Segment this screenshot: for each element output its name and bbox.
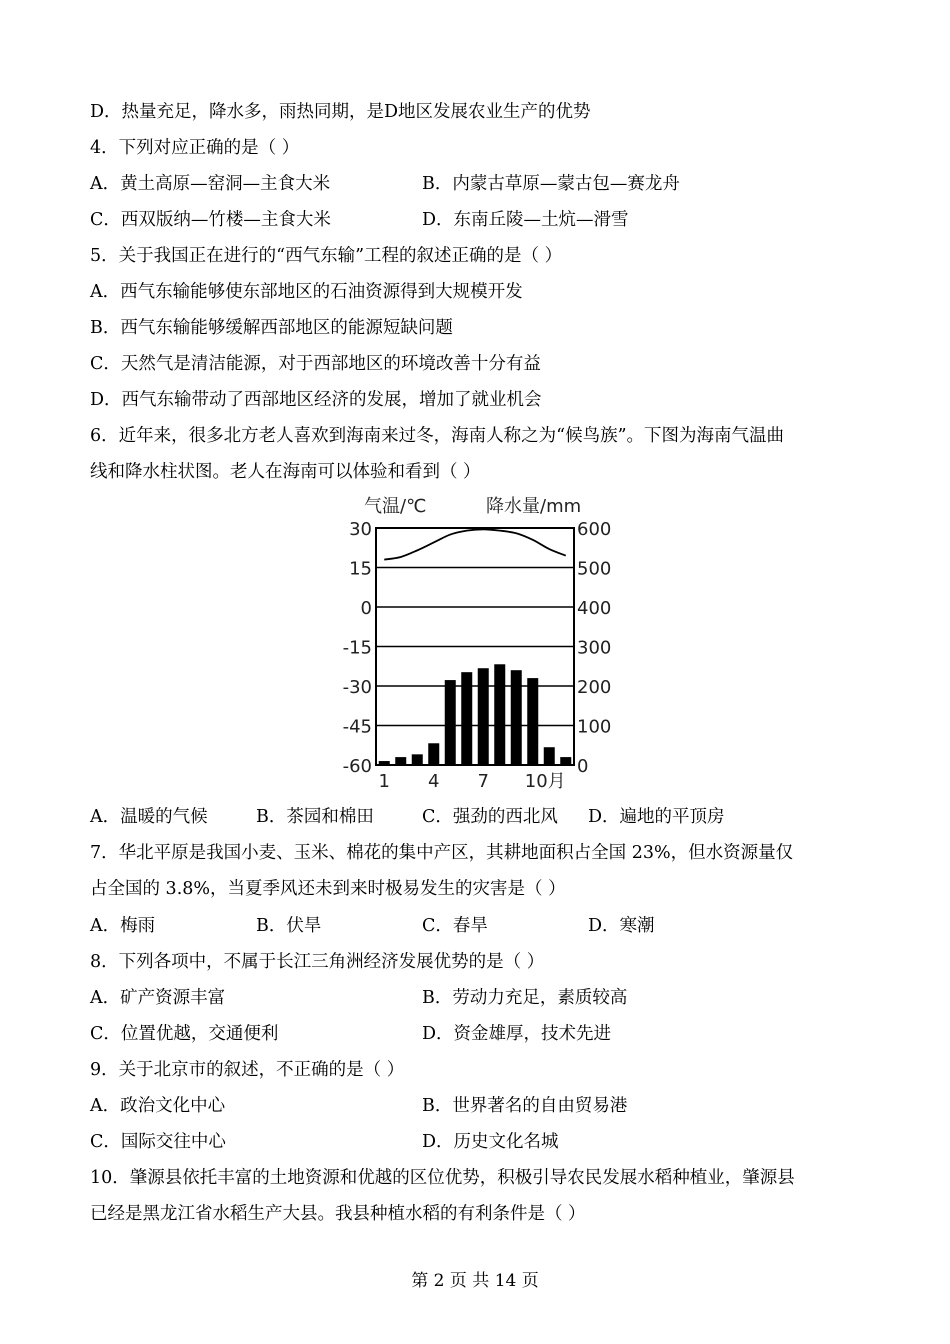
question-10-line2: 已经是黑龙江省水稻生产大县。我县种植水稻的有利条件是（ ） (90, 1204, 586, 1224)
option-6b: B．茶园和棉田 (256, 807, 374, 827)
option-8a: A．矿产资源丰富 (90, 988, 226, 1008)
question-9: 9．关于北京市的叙述，不正确的是（ ） (90, 1060, 405, 1080)
question-7-line1: 7．华北平原是我国小麦、玉米、棉花的集中产区，其耕地面积占全国 23%，但水资源量仅 (90, 843, 794, 863)
precipitation-bar (544, 747, 555, 765)
right-axis-label: 降水量/mm (486, 496, 582, 517)
option-8b: B．劳动力充足，素质较高 (422, 988, 628, 1008)
option-5d: D．西气东输带动了西部地区经济的发展，增加了就业机会 (90, 390, 542, 410)
left-tick-label: 30 (349, 519, 372, 540)
page-footer: 第 2 页 共 14 页 (411, 1271, 539, 1291)
left-tick-label: -60 (342, 756, 372, 777)
option-5b: B．西气东输能够缓解西部地区的能源短缺问题 (90, 318, 453, 338)
option-9b: B．世界著名的自由贸易港 (422, 1096, 628, 1116)
precipitation-bar (395, 757, 406, 765)
option-5c: C．天然气是清洁能源，对于西部地区的环境改善十分有益 (90, 354, 541, 374)
option-8d: D．资金雄厚，技术先进 (422, 1024, 612, 1044)
precipitation-bar (527, 678, 538, 765)
option-4b: B．内蒙古草原—蒙古包—赛龙舟 (422, 174, 680, 194)
right-tick-label: 400 (577, 598, 612, 619)
left-tick-label: 15 (349, 558, 372, 580)
option-7c: C．春旱 (422, 916, 488, 936)
left-tick-label: -30 (342, 677, 372, 698)
option-9a: A．政治文化中心 (90, 1096, 226, 1116)
question-5: 5．关于我国正在进行的“西气东输”工程的叙述正确的是（ ） (90, 246, 563, 266)
precipitation-bar (494, 664, 505, 765)
right-tick-label: 600 (577, 519, 612, 540)
left-tick-label: 0 (360, 598, 372, 619)
precipitation-bar (428, 743, 439, 765)
x-tick-label: 1 (378, 771, 390, 792)
option-7a: A．梅雨 (90, 916, 156, 936)
right-tick-label: 200 (577, 677, 612, 698)
right-tick-label: 100 (577, 716, 612, 738)
question-10-line1: 10．肇源县依托丰富的土地资源和优越的区位优势，积极引导农民发展水稻种植业，肇源县 (90, 1168, 795, 1188)
right-tick-label: 300 (577, 637, 612, 659)
precipitation-bar (461, 672, 472, 765)
option-4c: C．西双版纳—竹楼—主食大米 (90, 210, 331, 230)
option-7d: D．寒潮 (588, 916, 655, 936)
precipitation-bar (560, 757, 571, 765)
option-6c: C．强劲的西北风 (422, 807, 558, 827)
option-4a: A．黄土高原—窑洞—主食大米 (90, 174, 331, 194)
option-6d: D．遍地的平顶房 (588, 807, 725, 827)
option-9c: C．国际交往中心 (90, 1132, 226, 1152)
question-4: 4．下列对应正确的是（ ） (90, 138, 300, 158)
question-6-line2: 线和降水柱状图。老人在海南可以体验和看到（ ） (90, 462, 481, 482)
precipitation-bar (511, 670, 522, 765)
option-6a: A．温暖的气候 (90, 807, 208, 827)
option-7b: B．伏旱 (256, 916, 322, 936)
climate-chart (336, 490, 626, 795)
question-6-line1: 6．近年来，很多北方老人喜欢到海南来过冬，海南人称之为“候鸟族”。下图为海南气温曲 (90, 426, 785, 446)
x-tick-label: 4 (428, 771, 440, 792)
option-5a: A．西气东输能够使东部地区的石油资源得到大规模开发 (90, 282, 523, 302)
right-tick-label: 500 (577, 558, 612, 580)
option-8c: C．位置优越，交通便利 (90, 1024, 279, 1044)
option-4d: D．东南丘陵—土炕—滑雪 (422, 210, 629, 230)
precipitation-bar (379, 761, 390, 765)
left-tick-label: -15 (342, 637, 372, 659)
temperature-line (384, 529, 566, 559)
climate-chart-svg (336, 490, 626, 795)
precipitation-bar (445, 680, 456, 765)
precipitation-bar (412, 754, 423, 765)
x-tick-label: 10月 (524, 771, 566, 792)
question-7-line2: 占全国的 3.8%，当夏季风还未到来时极易发生的灾害是（ ） (90, 879, 566, 899)
left-tick-label: -45 (342, 716, 372, 738)
x-tick-label: 7 (477, 771, 489, 792)
question-8: 8．下列各项中，不属于长江三角洲经济发展优势的是（ ） (90, 952, 545, 972)
precipitation-bar (478, 668, 489, 765)
right-tick-label: 0 (577, 756, 589, 777)
left-axis-label: 气温/℃ (364, 496, 427, 517)
option-9d: D．历史文化名城 (422, 1132, 559, 1152)
option-3d: D．热量充足，降水多，雨热同期，是D地区发展农业生产的优势 (90, 102, 591, 122)
